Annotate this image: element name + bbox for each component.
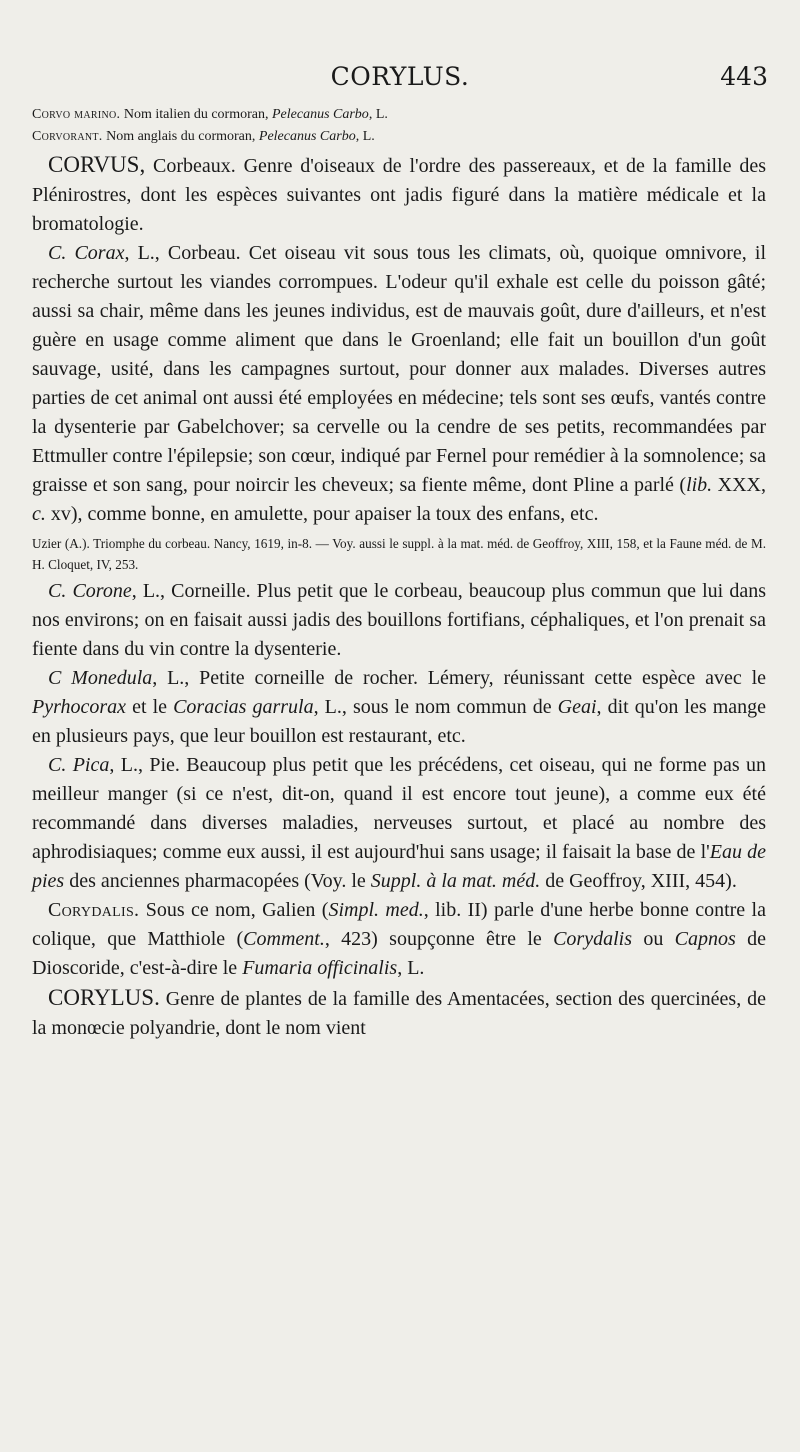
entry-text: , 423) soupçonne être le — [324, 928, 554, 950]
entry-tail: , L. — [355, 129, 375, 144]
entry-text: XXX, — [712, 474, 766, 496]
entry-text: , L., sous le nom commun de — [313, 696, 558, 718]
entry-text: ou — [632, 928, 675, 950]
latin-name: Pyrhocorax — [32, 696, 127, 718]
entry-term: Corydalis. — [48, 899, 140, 921]
entry-pica — [32, 751, 766, 896]
entry-text: , L., Petite corneille de rocher. Lémery, réunissant cette espèce avec le — [152, 667, 767, 689]
entry-corydalis — [32, 896, 766, 983]
entry-text: , L., Corbeau. Cet oiseau vit sous tous les climats, où, quoique omnivore, il recherche surtout les viandes corrompues. L'odeur qu'il exhale est celle du poisson gâté; aussi sa chair, même dans les jeunes individus, est de mauvais goût, dure d'ailleurs, et n'est guère en usage comme aliment que dans le Groenland; elle fait un bouillon d'un goût sauvage, usité, dans les campagnes surtout, pour donner aux malades. Diverses autres parties de cet animal ont aussi été employées en médecine; tels sont ses œufs, vantés contre la dysenterie par Gabelchover; sa cervelle ou la cendre de ses petits, recommandées par Ettmuller contre l'épilepsie; son cœur, indiqué par Fernel pour remédier à la somnolence; sa graisse et son sang, pour noircir les cheveux; sa fiente même, dont Pline a parlé ( — [32, 242, 766, 496]
entry-corvo-marino — [32, 104, 766, 126]
entry-text: Nom italien du cormoran, — [120, 107, 272, 122]
abbrev-lib: lib. — [686, 474, 713, 496]
abbrev-c: c. — [32, 503, 46, 525]
reference-title: Suppl. à la mat. méd. — [370, 870, 541, 892]
latin-name: Pelecanus Carbo — [271, 107, 369, 122]
latin-name: Pelecanus Carbo — [258, 129, 356, 144]
page-number: 443 — [720, 62, 768, 91]
entry-text: Genre de plantes de la famille des Amentacées, section des quercinées, de la monœcie polyandrie, dont le nom vient — [32, 988, 766, 1039]
entry-corylus — [32, 983, 766, 1043]
species-name: C. Corone — [48, 580, 132, 602]
preparation-name: Eau de pies — [32, 841, 766, 892]
latin-name: Fumaria officinalis — [242, 957, 398, 979]
running-head: CORYLUS. — [330, 62, 470, 91]
entry-text: de Dioscoride, c'est-à-dire le — [32, 928, 767, 979]
entry-text: , dit qu'on les mange en plusieurs pays, que leur bouillon est restaurant, etc. — [32, 696, 767, 747]
latin-name: Corydalis — [553, 928, 632, 950]
entry-text: , L., Pie. Beaucoup plus petit que les précédens, cet oiseau, qui ne forme pas un meilleur manger (si ce n'est, dit-on, quand il est encore tout jeune), a comme eux été recommandé dans diverses maladies, nerveuses surtout, et placé au nombre des aphrodisiaques; comme eux aussi, il est aujourd'hui sans usage; il faisait la base de l' — [32, 754, 766, 863]
entry-text: , L. — [397, 957, 425, 979]
entry-term: CORVUS, — [48, 152, 146, 177]
latin-name: Coracias garrula — [173, 696, 314, 718]
entry-corax — [32, 239, 766, 529]
latin-name: Capnos — [674, 928, 736, 950]
entry-text: des anciennes pharmacopées (Voy. le — [64, 870, 371, 892]
common-name: Geai — [557, 696, 597, 718]
page-header — [32, 62, 768, 98]
page-body — [32, 104, 766, 1043]
reference-title: Simpl. med. — [328, 899, 424, 921]
entry-term: CORYLUS. — [48, 985, 160, 1010]
entry-monedula — [32, 664, 766, 751]
entry-text: de Geoffroy, XIII, 454). — [540, 870, 737, 892]
entry-text: et le — [126, 696, 174, 718]
entry-term: Corvo marino. — [32, 107, 121, 122]
species-name: C. Corax — [48, 242, 125, 264]
entry-term: Corvorant. — [32, 129, 103, 144]
entry-corvus — [32, 150, 766, 239]
reference-title: Comment. — [243, 928, 325, 950]
species-name: C Monedula — [48, 667, 153, 689]
entry-text: , lib. II) parle d'une herbe bonne contre la colique, que Matthiole ( — [32, 899, 766, 950]
entry-text: Sous ce nom, Galien ( — [139, 899, 329, 921]
entry-text: xv), comme bonne, en amulette, pour apaiser la toux des enfans, etc. — [45, 503, 599, 525]
entry-text: Corbeaux. Genre d'oiseaux de l'ordre des passereaux, et de la famille des Plénirostres, dont les espèces suivantes ont jadis figuré dans la matière médicale et la bromatologie. — [32, 155, 766, 235]
entry-tail: , L. — [368, 107, 388, 122]
entry-text: , L., Corneille. Plus petit que le corbeau, beaucoup plus commun que lui dans nos environs; on en faisait aussi jadis des bouillons fortifians, céphaliques, et l'on prenait sa fiente dans du vin contre la dysenterie. — [32, 580, 766, 660]
entry-text: Nom anglais du cormoran, — [102, 129, 259, 144]
entry-corvorant — [32, 126, 766, 148]
bibliographic-note: Uzier (A.). Triomphe du corbeau. Nancy, 1619, in-8. — Voy. aussi le suppl. à la mat. méd. de Geoffroy, XIII, 158, et la Faune méd. de M. H. Cloquet, IV, 253. — [32, 536, 766, 572]
species-name: C. Pica — [48, 754, 110, 776]
entry-corone — [32, 577, 766, 664]
